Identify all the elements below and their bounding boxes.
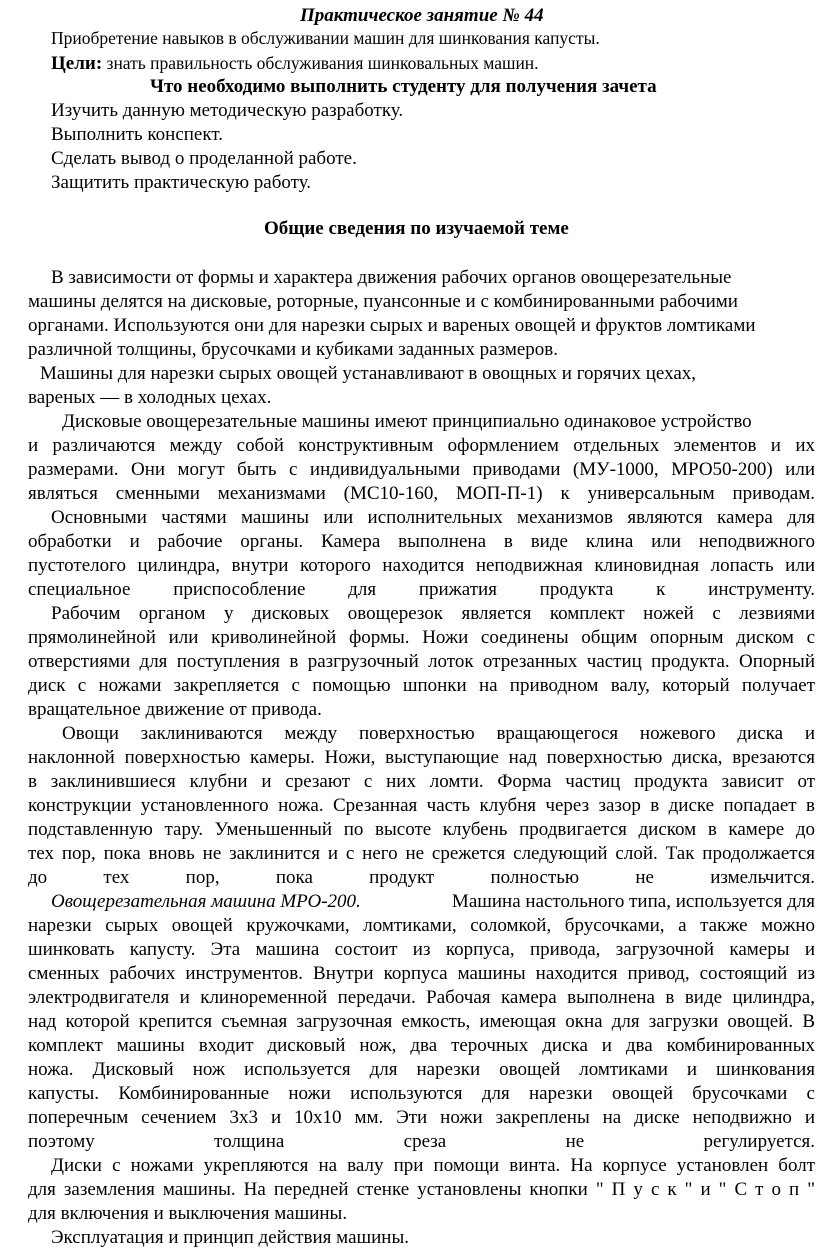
- body-line: диск с ножами закрепляется с помощью шпонки на приводном валу, который получает: [28, 675, 815, 696]
- body-line: и различаются между собой конструктивным оформлением отдельных элементов и их: [28, 435, 815, 456]
- body-line: различной толщины, брусочками и кубиками заданных размеров.: [28, 339, 558, 360]
- body-line: отверстиями для поступления в разгрузочный лоток отрезанных частиц продукта. Опорный: [28, 651, 815, 672]
- tasks-heading: Что необходимо выполнить студенту для получения зачета: [150, 76, 657, 97]
- section-heading: Общие сведения по изучаемой теме: [264, 218, 569, 239]
- body-line: сменных рабочих инструментов. Внутри корпуса машины находится привод, состоящий из: [28, 963, 815, 984]
- body-line: подставленную тару. Уменьшенный по высоте клубень продвигается диском в камере до: [28, 819, 815, 840]
- body-line: машины делятся на дисковые, роторные, пуансонные и с комбинированными рабочими: [28, 291, 738, 312]
- body-line: Дисковые овощерезательные машины имеют принципиально одинаковое устройство: [62, 411, 752, 432]
- body-line: электродвигателя и клиноременной передачи. Рабочая камера выполнена в виде цилиндра,: [28, 987, 815, 1008]
- body-line: органами. Используются они для нарезки сырых и вареных овощей и фруктов ломтиками: [28, 315, 756, 336]
- body-line: В зависимости от формы и характера движения рабочих органов овощерезательные: [51, 267, 732, 288]
- body-line: в заклинившиеся клубни и срезают с них ломти. Форма частиц продукта зависит от: [28, 771, 815, 792]
- body-line: поперечным сечением 3х3 и 10х10 мм. Эти ножи закреплены на диске неподвижно и: [28, 1107, 815, 1128]
- body-line: вращательное движение от привода.: [28, 699, 322, 720]
- body-line: шинковать капусту. Эта машина состоит из корпуса, привода, загрузочной камеры и: [28, 939, 815, 960]
- body-line: вареных — в холодных цехах.: [28, 387, 272, 408]
- body-line: обработки и рабочие органы. Камера выполнена в виде клина или неподвижного: [28, 531, 815, 552]
- body-line: Рабочим органом у дисковых овощерезок является комплект ножей с лезвиями: [51, 603, 815, 624]
- body-line: Основными частями машины или исполнительных механизмов являются камера для: [51, 507, 815, 528]
- body-line: Овощи заклиниваются между поверхностью вращающегося ножевого диска и: [62, 723, 815, 744]
- body-line: являться сменными механизмами (МС10-160, МОП-П-1) к универсальным приводам.: [28, 483, 815, 504]
- body-line: поэтому толщина среза не регулируется.: [28, 1131, 815, 1152]
- body-line: Эксплуатация и принцип действия машины.: [51, 1227, 409, 1248]
- task-item: Выполнить конспект.: [51, 124, 223, 145]
- lesson-goal: [51, 54, 539, 73]
- goal-label: Цели:: [51, 53, 103, 74]
- machine-name: Овощерезательная машина МРО-200.: [51, 891, 361, 912]
- body-line-machine-intro: [51, 892, 815, 911]
- task-item: Сделать вывод о проделанной работе.: [51, 148, 357, 169]
- body-line: наклонной поверхностью камеры. Ножи, выступающие над поверхностью диска, врезаются: [28, 747, 815, 768]
- body-line: тех пор, пока вновь не заклинится и с него не срежется следующий слой. Так продолжается: [28, 843, 815, 864]
- lesson-topic: Приобретение навыков в обслуживании машин для шинкования капусты.: [51, 28, 600, 48]
- task-item: Изучить данную методическую разработку.: [51, 100, 404, 121]
- body-line: размерами. Они могут быть с индивидуальными приводами (МУ-1000, МРО50-200) или: [28, 459, 815, 480]
- body-line: комплект машины входит дисковый нож, два терочных диска и два комбинированных: [28, 1035, 815, 1056]
- body-line: для включения и выключения машины.: [28, 1203, 348, 1224]
- machine-intro-text: Машина настольного типа, используется для: [451, 891, 815, 912]
- body-line: до тех пор, пока продукт полностью не измельчится.: [28, 867, 815, 888]
- body-line: специальное приспособление для прижатия продукта к инструменту.: [28, 579, 815, 600]
- body-line: Диски с ножами укрепляются на валу при помощи винта. На корпусе установлен болт: [51, 1155, 815, 1176]
- body-line: над которой крепится съемная загрузочная емкость, имеющая окна для загрузки овощей. В: [28, 1011, 815, 1032]
- goal-text: знать правильность обслуживания шинковальных машин.: [102, 53, 539, 73]
- body-line: нарезки сырых овощей кружочками, ломтиками, соломкой, брусочками, а также можно: [28, 915, 815, 936]
- body-line: прямолинейной или криволинейной формы. Ножи соединены общим опорным диском с: [28, 627, 815, 648]
- body-line: капусты. Комбинированные ножи используются для нарезки овощей брусочками с: [28, 1083, 815, 1104]
- body-line: конструкции установленного ножа. Срезанная часть клубня через зазор в диске попадает в: [28, 795, 815, 816]
- body-line: Машины для нарезки сырых овощей устанавливают в овощных и горячих цехах,: [40, 363, 697, 384]
- page-title: Практическое занятие № 44: [300, 5, 544, 26]
- task-item: Защитить практическую работу.: [51, 172, 312, 193]
- body-line: пустотелого цилиндра, внутри которого находится неподвижная клиновидная лопасть или: [28, 555, 815, 576]
- body-line: для заземления машины. На передней стенке установлены кнопки " П у с к " и " С т о п ": [28, 1179, 815, 1200]
- body-line: ножа. Дисковый нож используется для нарезки овощей ломтиками и шинкования: [28, 1059, 815, 1080]
